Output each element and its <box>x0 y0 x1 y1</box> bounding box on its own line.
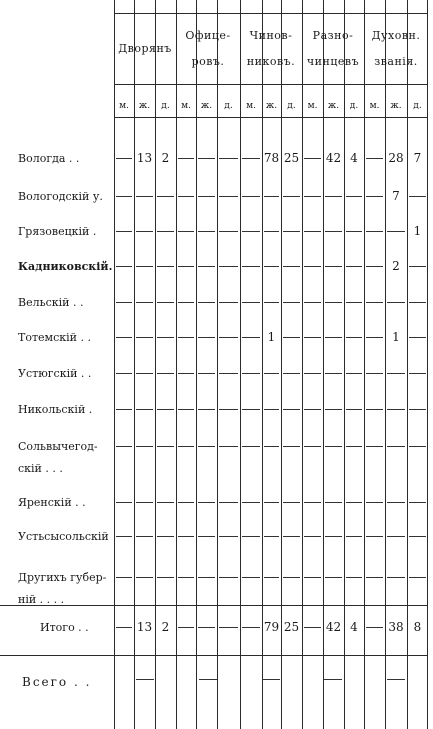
table-cell: 7 <box>413 151 422 165</box>
table-cell <box>262 527 281 545</box>
table-cell <box>364 364 385 382</box>
table-cell <box>176 187 196 205</box>
row-label <box>18 293 113 313</box>
table-cell <box>344 493 364 511</box>
table-cell <box>196 568 217 586</box>
subheader-zh: ж. <box>327 101 340 111</box>
table-cell <box>114 568 134 586</box>
row-label <box>18 437 113 479</box>
table-cell <box>407 527 428 545</box>
table-cell: 4 <box>350 151 358 165</box>
row-label <box>18 187 113 207</box>
row-label <box>18 568 113 610</box>
table-cell <box>323 527 344 545</box>
table-cell <box>114 527 134 545</box>
group-header-line: Офице- <box>185 29 231 42</box>
subheader-zh: ж. <box>390 101 402 111</box>
table-cell <box>302 527 323 545</box>
table-cell <box>364 149 385 167</box>
table-cell <box>407 293 428 311</box>
table-cell <box>323 293 344 311</box>
table-cell <box>217 437 240 455</box>
table-cell <box>134 222 155 240</box>
row-label-line: Кадниковскій. <box>18 260 113 273</box>
group-header-line: званія. <box>374 55 418 68</box>
table-cell <box>240 400 262 418</box>
table-cell <box>364 493 385 511</box>
totals-label: Итого . . <box>40 621 89 634</box>
table-cell <box>281 293 302 311</box>
table-cell <box>262 568 281 586</box>
table-cell <box>262 293 281 311</box>
table-cell <box>176 400 196 418</box>
table-cell <box>134 293 155 311</box>
table-cell: 7 <box>392 189 400 203</box>
table-cell <box>364 400 385 418</box>
table-cell <box>344 364 364 382</box>
row-label <box>18 149 113 169</box>
table-cell <box>344 328 364 346</box>
table-cell <box>302 293 323 311</box>
table-cell <box>385 437 407 455</box>
row-label <box>18 493 113 513</box>
table-cell <box>407 400 428 418</box>
table-cell <box>240 493 262 511</box>
table-cell <box>281 400 302 418</box>
table-cell <box>240 437 262 455</box>
subheader-m: м. <box>246 101 256 111</box>
table-cell <box>196 293 217 311</box>
table-cell <box>262 364 281 382</box>
table-cell <box>114 328 134 346</box>
table-cell <box>344 187 364 205</box>
table-cell <box>281 493 302 511</box>
table-cell: 2 <box>392 259 400 273</box>
grand-total-dash <box>324 671 342 689</box>
table-cell <box>407 437 428 455</box>
table-cell <box>134 568 155 586</box>
table-cell <box>217 293 240 311</box>
table-cell <box>134 187 155 205</box>
table-cell <box>217 222 240 240</box>
subheader-zh: ж. <box>200 101 213 111</box>
table-cell <box>302 328 323 346</box>
row-label <box>18 364 113 384</box>
table-cell <box>302 493 323 511</box>
table-cell <box>217 400 240 418</box>
column-group-header <box>114 14 176 84</box>
table-cell <box>364 568 385 586</box>
table-cell <box>302 187 323 205</box>
table-cell <box>323 568 344 586</box>
table-cell <box>176 293 196 311</box>
row-label-line: Никольскій . <box>18 403 93 416</box>
table-cell <box>217 527 240 545</box>
group-header-line: Чинов- <box>249 29 293 42</box>
table-cell <box>281 568 302 586</box>
row-label-line: Сольвычегод- <box>18 440 98 453</box>
table-cell: 1 <box>267 330 276 344</box>
table-cell: 13 <box>136 151 153 165</box>
table-cell <box>155 568 176 586</box>
grand-total-dash <box>262 671 280 689</box>
table-cell <box>240 257 262 275</box>
group-header-line: ровъ. <box>191 55 225 68</box>
totals-cell <box>217 618 240 636</box>
table-cell <box>364 187 385 205</box>
table-cell <box>323 400 344 418</box>
table-cell <box>281 222 302 240</box>
table-cell <box>114 493 134 511</box>
totals-cell <box>196 618 217 636</box>
group-header-line: Духовн. <box>371 29 421 42</box>
table-cell <box>240 149 262 167</box>
table-cell <box>364 293 385 311</box>
table-cell <box>134 437 155 455</box>
table-cell: 78 <box>263 151 280 165</box>
row-label <box>18 257 113 277</box>
totals-cell: 13 <box>136 620 153 634</box>
subheader-d: д. <box>287 101 296 111</box>
table-cell: 1 <box>413 224 422 238</box>
grand-total-dash <box>199 671 217 689</box>
table-cell <box>262 187 281 205</box>
table-cell <box>407 187 428 205</box>
table-cell <box>114 437 134 455</box>
table-cell <box>114 364 134 382</box>
subheader-d: д. <box>349 101 359 111</box>
row-label-line: ній . . . . <box>18 593 65 606</box>
table-cell <box>196 328 217 346</box>
table-cell <box>344 222 364 240</box>
grand-total-dash <box>387 671 405 689</box>
table-cell <box>385 568 407 586</box>
table-cell <box>155 400 176 418</box>
row-label-line: скій . . . <box>18 462 63 475</box>
table-cell <box>281 187 302 205</box>
table-cell <box>155 364 176 382</box>
subheader-d: д. <box>161 101 170 111</box>
group-header-line: Дворянъ <box>118 42 172 55</box>
table-cell <box>364 527 385 545</box>
table-cell <box>344 293 364 311</box>
table-cell <box>196 437 217 455</box>
table-cell <box>217 149 240 167</box>
subheader-zh: ж. <box>138 101 151 111</box>
table-cell <box>407 364 428 382</box>
table-cell <box>176 257 196 275</box>
table-cell <box>196 527 217 545</box>
totals-cell: 4 <box>350 620 358 634</box>
table-cell <box>262 222 281 240</box>
table-cell <box>196 493 217 511</box>
table-cell <box>385 527 407 545</box>
table-cell <box>385 222 407 240</box>
table-cell <box>176 568 196 586</box>
table-cell <box>323 437 344 455</box>
table-cell <box>262 400 281 418</box>
table-cell <box>134 527 155 545</box>
table-cell <box>155 437 176 455</box>
table-cell <box>281 257 302 275</box>
totals-cell <box>364 618 385 636</box>
row-label-line: Вологда . . <box>18 152 80 165</box>
table-cell: 25 <box>283 151 300 165</box>
totals-cell: 38 <box>388 620 404 634</box>
table-cell <box>155 493 176 511</box>
row-label <box>18 400 113 420</box>
table-cell <box>155 222 176 240</box>
table-cell <box>344 437 364 455</box>
row-label-line: Другихъ губер- <box>18 571 107 584</box>
row-label-line: Тотемскій . . <box>18 331 91 344</box>
table-cell <box>176 222 196 240</box>
table-cell <box>196 257 217 275</box>
column-group-header <box>176 14 240 84</box>
table-cell <box>155 187 176 205</box>
table-cell <box>196 187 217 205</box>
table-cell: 42 <box>325 151 342 165</box>
table-cell <box>407 257 428 275</box>
table-cell <box>302 568 323 586</box>
table-cell <box>176 437 196 455</box>
column-group-header <box>240 14 302 84</box>
table-cell <box>344 400 364 418</box>
totals-cell <box>176 618 196 636</box>
table-cell <box>364 257 385 275</box>
totals-cell: 25 <box>283 620 300 634</box>
table-cell <box>385 293 407 311</box>
table-cell <box>176 493 196 511</box>
table-cell: 1 <box>392 330 400 344</box>
grand-total-dash <box>136 671 154 689</box>
totals-cell <box>240 618 262 636</box>
grand-total-label: Всего . . <box>22 675 92 689</box>
table-cell <box>176 364 196 382</box>
row-label-line: Устьсысольскій <box>18 530 109 543</box>
table-cell <box>196 400 217 418</box>
table-cell <box>217 257 240 275</box>
table-cell <box>407 568 428 586</box>
table-cell <box>217 364 240 382</box>
table-cell <box>155 257 176 275</box>
row-label <box>18 328 113 348</box>
table-cell <box>240 222 262 240</box>
row-rule <box>114 117 428 118</box>
table-cell <box>281 437 302 455</box>
table-cell <box>114 222 134 240</box>
table-cell <box>196 364 217 382</box>
table-cell <box>302 400 323 418</box>
row-rule <box>114 655 428 656</box>
table-cell <box>385 493 407 511</box>
totals-cell <box>114 618 134 636</box>
table-cell <box>302 364 323 382</box>
table-cell <box>217 493 240 511</box>
totals-cell: 42 <box>325 620 342 634</box>
row-rule <box>0 655 114 656</box>
table-cell <box>134 364 155 382</box>
table-cell <box>407 493 428 511</box>
subheader-zh: ж. <box>265 101 278 111</box>
table-cell <box>262 257 281 275</box>
row-rule <box>114 605 428 606</box>
table-cell <box>323 222 344 240</box>
table-cell <box>344 527 364 545</box>
table-cell <box>217 328 240 346</box>
table-cell <box>196 149 217 167</box>
totals-cell: 8 <box>413 620 422 634</box>
table-cell <box>240 187 262 205</box>
table-cell: 2 <box>161 151 170 165</box>
subheader-d: д. <box>413 101 422 111</box>
row-label-line: Вологодскій у. <box>18 190 103 203</box>
table-cell <box>217 187 240 205</box>
table-cell <box>385 400 407 418</box>
table-cell <box>155 527 176 545</box>
table-cell <box>281 527 302 545</box>
table-cell <box>302 437 323 455</box>
totals-cell <box>302 618 323 636</box>
table-cell <box>240 328 262 346</box>
table-cell <box>240 527 262 545</box>
table-cell <box>344 568 364 586</box>
table-cell <box>134 400 155 418</box>
table-cell <box>302 149 323 167</box>
table-cell <box>407 328 428 346</box>
row-label <box>18 222 113 242</box>
table-cell <box>364 328 385 346</box>
table-cell <box>302 222 323 240</box>
row-label-line: Устюгскій . . <box>18 367 92 380</box>
table-cell <box>323 328 344 346</box>
subheader-m: м. <box>181 101 191 111</box>
table-cell <box>114 293 134 311</box>
table-cell <box>176 149 196 167</box>
table-cell: 28 <box>388 151 404 165</box>
table-cell <box>364 437 385 455</box>
group-header-line: никовъ. <box>246 55 296 68</box>
column-group-header <box>364 14 428 84</box>
table-cell <box>323 364 344 382</box>
table-cell <box>323 257 344 275</box>
table-cell <box>262 493 281 511</box>
table-cell <box>114 149 134 167</box>
table-cell <box>155 328 176 346</box>
table-cell <box>364 222 385 240</box>
subheader-m: м. <box>119 101 129 111</box>
row-rule <box>114 84 428 85</box>
group-header-line: чинцевъ <box>306 55 360 68</box>
group-header-line: Разно- <box>312 29 354 42</box>
row-label-line: Грязовецкій . <box>18 225 97 238</box>
table-cell <box>217 568 240 586</box>
table-cell <box>323 493 344 511</box>
subheader-m: м. <box>369 101 380 111</box>
table-cell <box>176 527 196 545</box>
table-cell <box>302 257 323 275</box>
row-label <box>18 527 113 547</box>
table-cell <box>196 222 217 240</box>
row-label-line: Яренскій . . <box>18 496 86 509</box>
table-cell <box>134 257 155 275</box>
table-cell <box>281 328 302 346</box>
subheader-m: м. <box>307 101 318 111</box>
row-label-line: Вельскій . . <box>18 296 84 309</box>
table-cell <box>114 187 134 205</box>
table-cell <box>281 364 302 382</box>
column-group-header <box>302 14 364 84</box>
table-cell <box>344 257 364 275</box>
table-cell <box>176 328 196 346</box>
table-cell <box>134 328 155 346</box>
table-cell <box>155 293 176 311</box>
table-cell <box>134 493 155 511</box>
totals-cell: 79 <box>263 620 280 634</box>
table-cell <box>114 257 134 275</box>
totals-cell: 2 <box>161 620 170 634</box>
table-cell <box>240 568 262 586</box>
subheader-d: д. <box>224 101 233 111</box>
table-cell <box>240 364 262 382</box>
table-cell <box>114 400 134 418</box>
table-cell <box>385 364 407 382</box>
table-cell <box>262 437 281 455</box>
table-cell <box>240 293 262 311</box>
table-cell <box>323 187 344 205</box>
